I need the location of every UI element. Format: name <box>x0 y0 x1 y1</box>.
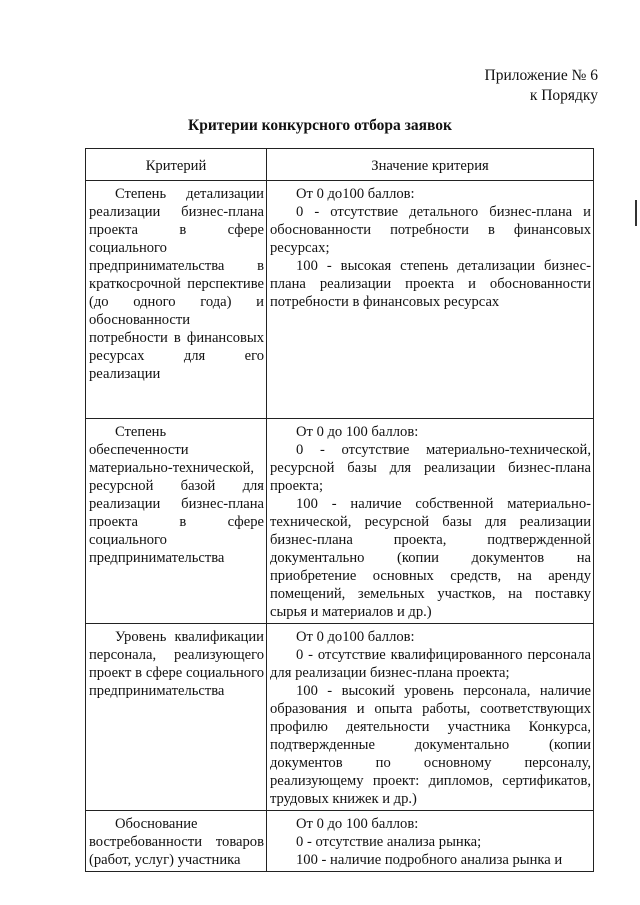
criterion-cell: Степень детализации реализации бизнес-плана проекта в сфере социального предпринимательства в краткосрочной перспективе (до одного года) и обоснованности потребности в финансовых ресурсах для его реализации <box>86 181 267 419</box>
table-header-row <box>86 149 594 181</box>
appendix-header <box>485 66 598 106</box>
document-title: Критерии конкурсного отбора заявок <box>188 117 452 134</box>
appendix-number: Приложение № 6 <box>484 67 598 84</box>
column-header-criterion: Критерий <box>86 149 267 181</box>
table-row <box>86 811 594 872</box>
criteria-table <box>85 148 594 872</box>
scan-edge-mark <box>635 200 637 226</box>
value-cell: От 0 до100 баллов: 0 - отсутствие детального бизнес-плана и обоснованности потребности в финансовых ресурсах; 100 - высокая степень детализации бизнес-плана реализации проекта и обоснованности потребности в финансовых ресурсах <box>267 181 594 419</box>
column-header-value: Значение критерия <box>267 149 594 181</box>
value-cell: От 0 до100 баллов: 0 - отсутствие квалифицированного персонала для реализации бизнес-плана проекта; 100 - высокий уровень персонала, наличие образования и опыта работы, соответствующих профилю деятельности участника Конкурса, подтвержденные документально (копии документов по основному персоналу, реализующему проект: дипломов, сертификатов, трудовых книжек и др.) <box>267 624 594 811</box>
criterion-cell: Уровень квалификации персонала, реализующего проект в сфере социального предпринимательства <box>86 624 267 811</box>
criterion-cell: Обоснование востребованности товаров (работ, услуг) участника <box>86 811 267 872</box>
value-cell: От 0 до 100 баллов: 0 - отсутствие анализа рынка; 100 - наличие подробного анализа рынка и <box>267 811 594 872</box>
table-row <box>86 624 594 811</box>
value-cell: От 0 до 100 баллов: 0 - отсутствие материально-технической, ресурсной базы для реализации бизнес-плана проекта; 100 - наличие собственной материально-технической, ресурсной базы для реализации бизнес-плана проекта, подтвержденной документально (копии документов на приобретение основных средств, на аренду помещений, земельных участков, на поставку сырья и материалов и др.) <box>267 419 594 624</box>
criterion-cell: Степень обеспеченности материально-технической, ресурсной базой для реализации бизнес-плана проекта в сфере социального предпринимательства <box>86 419 267 624</box>
table-row <box>86 419 594 624</box>
appendix-reference: к Порядку <box>529 87 598 104</box>
table-row <box>86 181 594 419</box>
